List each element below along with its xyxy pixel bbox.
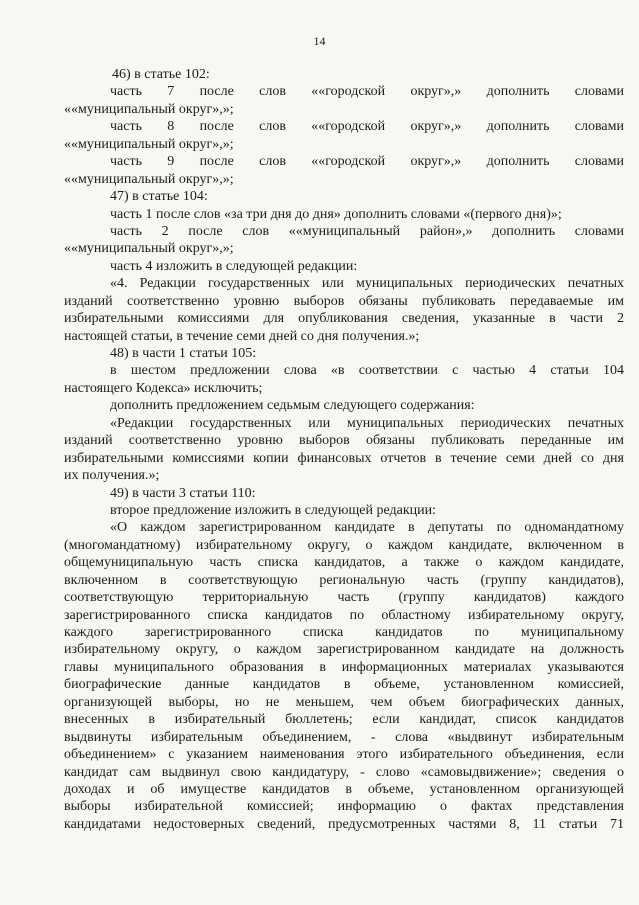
text-line: каждого зарегистрированного списка кандидатов по муниципальному xyxy=(64,625,624,640)
text-line: организующей выборы, но не меньшем, чем объем биографических данных, xyxy=(64,694,624,710)
text-line: выдвинуты избирательным объединением, - слова «выдвинут избирательным xyxy=(64,729,624,745)
text-line: часть 4 изложить в следующей редакции: xyxy=(110,258,358,274)
text-line: в шестом предложении слова «в соответствии с частью 4 статьи 104 xyxy=(110,363,624,379)
text-line: часть 1 после слов «за три дня до дня» дополнить словами «(первого дня)»; xyxy=(110,206,562,222)
text-line: кандидатами недостоверных сведений, предусмотренных частями 8, 11 статьи 71 xyxy=(64,816,624,832)
text-line: 48) в части 1 статьи 105: xyxy=(110,346,257,361)
text-line: ««муниципальный округ»,»; xyxy=(64,241,234,257)
text-line: изданий соответственно уровню выборов обязаны публиковать переданные им xyxy=(64,433,624,449)
text-line: избирательными комиссиями копии финансовых отчетов в течение семи дней со дня xyxy=(64,450,624,466)
text-line: часть 2 после слов ««муниципальный район»,» дополнить словами xyxy=(110,223,624,239)
text-line: соответствующую территориальную часть (группу кандидатов) каждого xyxy=(64,590,624,606)
text-line: ««муниципальный округ»,»; xyxy=(64,101,234,117)
text-line: 46) в статье 102: xyxy=(112,67,210,82)
text-line: кандидат сам выдвинул свою кандидатуру, - слово «самовыдвижение»; сведения о xyxy=(64,764,624,780)
text-line: доходах и об имуществе кандидатов в объеме, установленном организующей xyxy=(64,781,624,797)
text-line: 49) в части 3 статьи 110: xyxy=(110,485,256,501)
text-line: общемуниципальную часть списка кандидатов, а также о каждом кандидате, xyxy=(64,555,624,571)
text-line: часть 7 после слов ««городской округ»,» дополнить словами xyxy=(110,84,624,100)
document-body xyxy=(64,66,624,833)
text-line: часть 9 после слов ««городской округ»,» дополнить словами xyxy=(110,154,624,170)
text-line: включенном в соответствующую региональную часть (группу кандидатов), xyxy=(64,572,624,588)
text-line: настоящего Кодекса» исключить; xyxy=(64,380,263,396)
text-line: дополнить предложением седьмым следующего содержания: xyxy=(110,398,475,414)
text-line: изданий соответственно уровню выборов обязаны публиковать передаваемые им xyxy=(64,293,624,309)
text-line: избирательному округу, о каждом зарегистрированном кандидате на должность xyxy=(64,642,624,658)
text-line: избирательными комиссиями для опубликования сведения, указанные в части 2 xyxy=(64,311,624,327)
page-number: 14 xyxy=(313,34,326,48)
text-line: «Редакции государственных или муниципальных периодических печатных xyxy=(110,415,624,431)
text-line: второе предложение изложить в следующей редакции: xyxy=(110,502,437,518)
text-line: настоящей статьи, в течение семи дней со дня получения.»; xyxy=(64,328,420,344)
text-line: ««муниципальный округ»,»; xyxy=(64,136,234,152)
text-line: внесенных в избирательный бюллетень; если кандидат, список кандидатов xyxy=(64,712,624,728)
text-line: объединением» с указанием наименования этого избирательного объединения, если xyxy=(64,747,624,763)
text-line: 47) в статье 104: xyxy=(110,189,208,205)
text-line: зарегистрированного списка кандидатов по областному избирательному округу, xyxy=(64,607,624,623)
text-line: выборы избирательной комиссией; информацию о фактах представления xyxy=(64,799,624,815)
text-line: «О каждом зарегистрированном кандидате в депутаты по одномандатному xyxy=(110,520,624,536)
text-line: их получения.»; xyxy=(64,468,160,484)
text-line: биографические данные кандидатов в объеме, установленном комиссией, xyxy=(64,677,624,693)
text-line: (многомандатному) избирательному округу, о каждом кандидате, включенном в xyxy=(64,537,624,553)
text-line: «4. Редакции государственных или муниципальных периодических печатных xyxy=(110,276,624,292)
text-line: главы муниципального образования в информационных материалах указываются xyxy=(64,659,624,675)
text-line: ««муниципальный округ»,»; xyxy=(64,171,234,187)
text-line: часть 8 после слов ««городской округ»,» дополнить словами xyxy=(110,119,624,135)
